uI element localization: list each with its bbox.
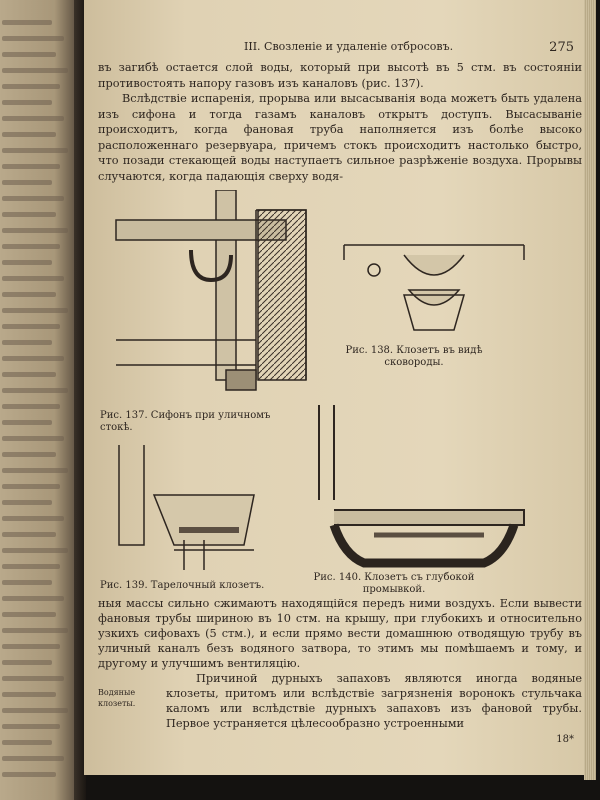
- left-page-text-line: [2, 228, 68, 233]
- left-page-text-line: [2, 340, 52, 345]
- figure-137-siphon-drawing: [106, 190, 316, 400]
- left-page-text-line: [2, 532, 56, 537]
- paragraph: въ загибѣ остается слой воды, который при высотѣ въ 5 стм. въ состоянiи противостоять напору газовъ изъ каналовъ (рис. 137).: [98, 61, 582, 90]
- left-page-text-line: [2, 452, 56, 457]
- left-page-text-line: [2, 148, 68, 153]
- left-page-text-line: [2, 116, 64, 121]
- left-page-text-line: [2, 436, 64, 441]
- left-page-text-line: [2, 756, 64, 761]
- paragraph: ныя массы сильно сжимаютъ находящійся передъ ними воздухъ. Если вывести фановыя трубы шириною въ 10 стм. на крышу, при глубокихъ и относительно узкихъ сифовахъ (5 стм.), и если прямо вести домашнюю отводящую трубу въ уличный каналъ безъ водяного затвора, то этимъ мы помѣшаемъ и тому, и другому и улучшимъ вентиляцію.: [98, 597, 582, 670]
- left-page-text-line: [2, 52, 56, 57]
- figure-137-caption: Рис. 137. Сифонъ при уличномъ стокѣ.: [100, 410, 271, 433]
- left-page-text-line: [2, 404, 60, 409]
- page-number: 275: [549, 40, 574, 55]
- left-page-text-line: [2, 740, 52, 745]
- figure-138-caption: Рис. 138. Клозетъ въ видѣ сковороды.: [345, 345, 483, 368]
- left-page-text-line: [2, 772, 56, 777]
- left-page-text-line: [2, 84, 60, 89]
- page-edges: [584, 0, 596, 780]
- margin-note: Водяные клозеты.: [98, 688, 136, 708]
- left-page-text-line: [2, 516, 64, 521]
- left-page-text-line: [2, 68, 68, 73]
- left-page-text-line: [2, 244, 60, 249]
- left-page-text-line: [2, 548, 68, 553]
- figure-138-pan-closet-drawing: [334, 240, 534, 340]
- left-page-text-line: [2, 420, 52, 425]
- left-page-text-line: [2, 676, 64, 681]
- left-page-text-line: [2, 324, 60, 329]
- left-page-text-line: [2, 276, 64, 281]
- book-page: [84, 0, 594, 775]
- left-page-text-line: [2, 660, 52, 665]
- paragraph: Причиной дурныхъ запаховъ являются иногда водяные клозеты, притомъ или вслѣдствіе загрязненія воронокъ стульчака каломъ или вслѣдствіе дурныхъ запаховъ изъ фановой трубы. Первое устраняется цѣлесообразно устроенными: [166, 672, 582, 730]
- left-page-text-line: [2, 580, 52, 585]
- running-title: III. Свозленіе и удаленіе отбросовъ.: [244, 40, 454, 53]
- left-page-text-line: [2, 260, 52, 265]
- left-page-text-line: [2, 692, 56, 697]
- page-header: [124, 40, 574, 55]
- figure-139-plate-closet-drawing: [114, 435, 264, 570]
- paragraph-with-margin-note: [98, 671, 582, 731]
- left-page: [0, 0, 78, 800]
- left-page-text-line: [2, 308, 68, 313]
- left-page-text-line: [2, 20, 52, 25]
- left-page-text-line: [2, 564, 60, 569]
- paragraph: Вслѣдствіе испаренія, прорыва или высасыванія вода можетъ быть удалена изъ сифона и тогда газамъ каналовъ открытъ доступъ. Высасываніе происходитъ, когда фановая труба наполняется изъ болѣе высоко расположеннаго резервуара, причемъ стокъ происходитъ настолько быстро, что позади стекающей воды наступаетъ сильное разрѣженіе воздуха. Прорывы случаются, когда падающія сверху водя-: [98, 92, 582, 183]
- left-page-text-line: [2, 372, 56, 377]
- left-page-text-line: [2, 724, 60, 729]
- left-page-text-line: [2, 356, 64, 361]
- left-page-text-line: [2, 644, 60, 649]
- left-page-text-line: [2, 292, 56, 297]
- top-text: [98, 60, 582, 184]
- left-page-text-line: [2, 212, 56, 217]
- figure-139-caption: Рис. 139. Тарелочный клозетъ.: [100, 580, 265, 591]
- left-page-text-line: [2, 468, 68, 473]
- figure-140-caption: Рис. 140. Клозетъ съ глубокой промывкой.: [313, 572, 475, 595]
- left-page-text-line: [2, 708, 68, 713]
- left-page-text-line: [2, 484, 60, 489]
- left-page-text-line: [2, 100, 52, 105]
- left-page-text-line: [2, 36, 64, 41]
- left-page-text-line: [2, 500, 52, 505]
- left-page-text-line: [2, 132, 56, 137]
- left-page-text-line: [2, 164, 60, 169]
- left-page-text-line: [2, 196, 64, 201]
- left-page-text-line: [2, 628, 68, 633]
- left-page-text-line: [2, 388, 68, 393]
- bottom-text: [98, 596, 582, 747]
- signature-mark: 18*: [556, 734, 574, 745]
- left-page-text-line: [2, 612, 56, 617]
- left-page-text-line: [2, 596, 64, 601]
- left-page-text-line: [2, 180, 52, 185]
- figure-140-deep-flush-closet-drawing: [314, 400, 534, 568]
